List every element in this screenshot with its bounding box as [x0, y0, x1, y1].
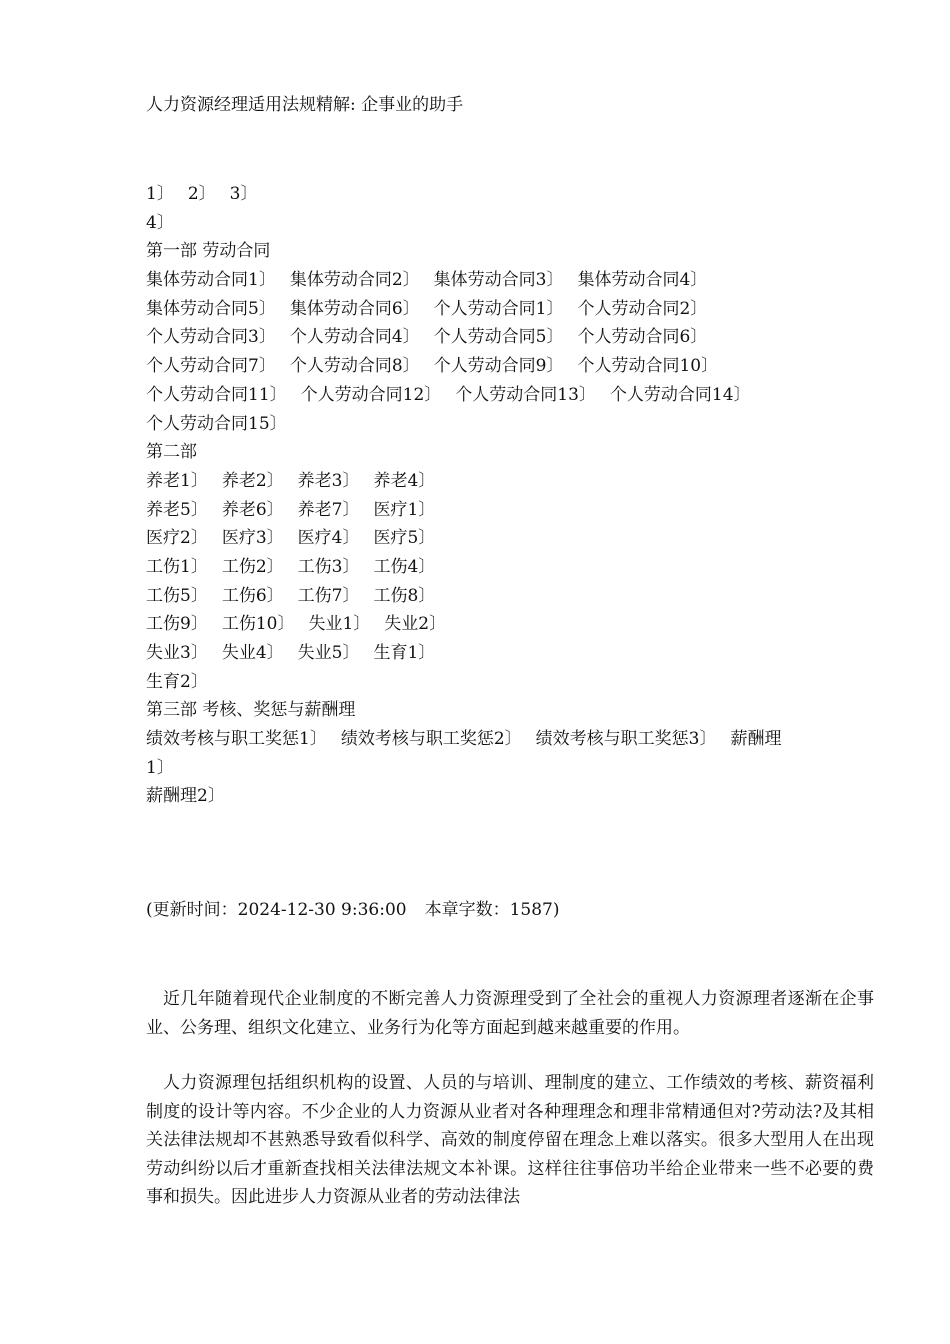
toc-line: [146, 668, 866, 697]
toc-line: [146, 639, 866, 668]
toc-line: [146, 381, 866, 410]
toc-entry[interactable]: 个人劳动合同13〕: [455, 384, 596, 405]
toc-entry[interactable]: 工伤1〕: [146, 556, 208, 577]
toc-entry[interactable]: 第一部 劳动合同: [146, 241, 271, 262]
toc-line: [146, 754, 866, 783]
toc-line: [146, 553, 866, 582]
toc-entry[interactable]: 养老5〕: [146, 499, 208, 520]
toc-entry[interactable]: 个人劳动合同10〕: [577, 356, 719, 377]
toc-entry[interactable]: 个人劳动合同7〕: [146, 356, 276, 377]
toc-line: [146, 696, 866, 725]
toc-entry[interactable]: 1〕: [146, 184, 174, 204]
toc-entry[interactable]: 集体劳动合同6〕: [289, 298, 420, 319]
toc-entry[interactable]: 集体劳动合同1〕: [146, 270, 276, 291]
toc-entry[interactable]: 工伤4〕: [373, 556, 436, 577]
toc-entry[interactable]: 个人劳动合同1〕: [433, 298, 564, 319]
toc-entry[interactable]: 2〕: [187, 184, 216, 204]
toc-line: [146, 524, 866, 553]
body-paragraph: 人力资源理包括组织机构的设置、人员的与培训、理制度的建立、工作绩效的考核、薪资福利制度的设计等内容。不少企业的人力资源从业者对各种理理念和理非常精通但对?劳动法?及其相关法律法规却不甚熟悉导致看似科学、高效的制度停留在理念上难以落实。很多大型用人在出现劳动纠纷以后才重新查找相关法律法规文本补课。这样往往事倍功半给企业带来一些不必要的费事和损失。因此进步人力资源从业者的劳动法律法: [146, 1073, 874, 1207]
toc-entry[interactable]: 绩效考核与职工奖惩3〕: [535, 729, 717, 750]
toc-entry[interactable]: 养老7〕: [297, 499, 360, 520]
word-count: 本章字数：1587): [424, 900, 560, 920]
toc-line: [146, 725, 866, 754]
toc-entry[interactable]: 集体劳动合同2〕: [289, 270, 420, 291]
toc-entry[interactable]: 第三部 考核、奖惩与薪酬理: [146, 700, 356, 721]
toc-entry[interactable]: 养老6〕: [221, 499, 284, 520]
toc-entry[interactable]: 工伤6〕: [221, 585, 284, 606]
toc-entry[interactable]: 失业3〕: [146, 643, 208, 663]
toc-entry[interactable]: 个人劳动合同11〕: [146, 384, 287, 405]
toc-entry[interactable]: 个人劳动合同2〕: [577, 298, 708, 319]
toc-entry[interactable]: 薪酬理: [730, 729, 782, 750]
toc-line: [146, 610, 866, 639]
toc-line: [146, 352, 866, 381]
toc-entry[interactable]: 个人劳动合同12〕: [300, 384, 442, 405]
toc-line: [146, 295, 866, 324]
toc-entry[interactable]: 工伤8〕: [373, 585, 436, 606]
toc-entry[interactable]: 医疗3〕: [221, 528, 284, 549]
toc-entry[interactable]: 生育1〕: [373, 643, 436, 663]
toc-entry[interactable]: 养老4〕: [373, 470, 436, 491]
toc-line: [146, 496, 866, 525]
toc-line: [146, 410, 866, 439]
toc-line: [146, 438, 866, 467]
toc-entry[interactable]: 个人劳动合同8〕: [289, 356, 420, 377]
toc-entry[interactable]: 工伤10〕: [221, 614, 295, 635]
toc-entry[interactable]: 绩效考核与职工奖惩1〕: [146, 729, 327, 750]
toc-entry[interactable]: 绩效考核与职工奖惩2〕: [340, 729, 522, 750]
toc-entry[interactable]: 3〕: [229, 184, 258, 204]
toc-line: [146, 323, 866, 352]
toc-line: [146, 266, 866, 295]
toc-entry[interactable]: 养老2〕: [221, 470, 284, 491]
toc-entry[interactable]: 医疗1〕: [373, 499, 436, 520]
toc-entry[interactable]: 养老3〕: [297, 470, 360, 491]
toc-line: [146, 467, 866, 496]
toc-entry[interactable]: 工伤7〕: [297, 585, 360, 606]
table-of-contents: [146, 180, 866, 811]
toc-entry[interactable]: 医疗4〕: [297, 528, 360, 549]
toc-entry[interactable]: 薪酬理2〕: [146, 786, 225, 807]
toc-entry[interactable]: 生育2〕: [146, 671, 208, 692]
toc-entry[interactable]: 集体劳动合同4〕: [577, 270, 708, 291]
toc-line: [146, 237, 866, 266]
toc-entry[interactable]: 工伤3〕: [297, 556, 360, 577]
toc-entry[interactable]: 工伤2〕: [221, 556, 284, 577]
toc-entry[interactable]: 个人劳动合同5〕: [433, 327, 564, 348]
toc-entry[interactable]: 失业4〕: [221, 643, 284, 663]
toc-entry[interactable]: 医疗5〕: [373, 528, 436, 549]
toc-line: [146, 180, 866, 209]
toc-entry[interactable]: 个人劳动合同9〕: [433, 356, 564, 377]
toc-entry[interactable]: 个人劳动合同3〕: [146, 327, 276, 348]
toc-line: [146, 209, 866, 238]
update-time: (更新时间：2024-12-30 9:36:00: [146, 900, 407, 920]
toc-entry[interactable]: 工伤9〕: [146, 614, 208, 635]
toc-entry[interactable]: 养老1〕: [146, 470, 208, 491]
toc-entry[interactable]: 个人劳动合同14〕: [609, 384, 751, 405]
toc-entry[interactable]: 个人劳动合同6〕: [577, 327, 708, 348]
toc-entry[interactable]: 个人劳动合同4〕: [289, 327, 420, 348]
toc-line: [146, 582, 866, 611]
toc-entry[interactable]: 医疗2〕: [146, 528, 208, 549]
toc-entry[interactable]: 4〕: [146, 212, 174, 233]
toc-entry[interactable]: 1〕: [146, 757, 174, 778]
toc-entry[interactable]: 第二部: [146, 442, 197, 463]
toc-entry[interactable]: 集体劳动合同5〕: [146, 298, 276, 319]
toc-entry[interactable]: 工伤5〕: [146, 585, 208, 606]
toc-entry[interactable]: 个人劳动合同15〕: [146, 413, 287, 434]
toc-line: [146, 782, 866, 811]
document-title: 人力资源经理适用法规精解: 企事业的助手: [146, 95, 464, 115]
toc-entry[interactable]: 失业2〕: [384, 614, 447, 635]
chapter-meta: [146, 898, 560, 922]
toc-entry[interactable]: 集体劳动合同3〕: [433, 270, 564, 291]
body-paragraph: 近几年随着现代企业制度的不断完善人力资源理受到了全社会的重视人力资源理者逐渐在企事业、公务理、组织文化建立、业务行为化等方面起到越来越重要的作用。: [146, 989, 874, 1038]
toc-entry[interactable]: 失业1〕: [308, 614, 371, 635]
toc-entry[interactable]: 失业5〕: [297, 643, 360, 663]
